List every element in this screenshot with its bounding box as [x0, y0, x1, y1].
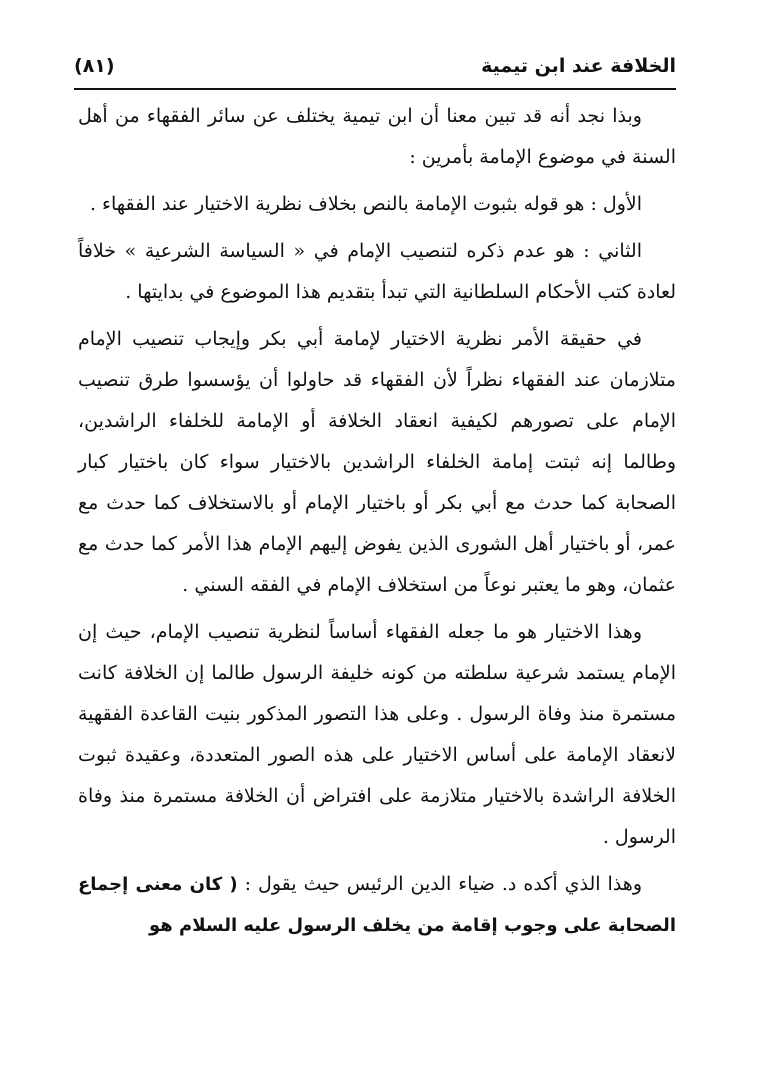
paragraph-with-quote	[78, 864, 676, 946]
paragraph: وهذا الاختيار هو ما جعله الفقهاء أساساً لنظرية تنصيب الإمام، حيث إن الإمام يستمد شرعية سلطته من كونه خليفة الرسول طالما إن الخلافة كانت مستمرة منذ وفاة الرسول . وعلى هذا التصور المذكور بنيت القاعدة الفقهية لانعقاد الإمامة على أساس الاختيار على هذه الصور المتعددة، وعقيدة ثبوت الخلافة الراشدة بالاختيار متلازمة على افتراض أن الخلافة مستمرة منذ وفاة الرسول .	[78, 621, 676, 848]
paragraph: الثاني : هو عدم ذكره لتنصيب الإمام في « السياسة الشرعية » خلافاً لعادة كتب الأحكام السلطانية التي تبدأ بتقديم هذا الموضوع في بدايتها .	[78, 240, 676, 303]
paragraph: في حقيقة الأمر نظرية الاختيار لإمامة أبي بكر وإيجاب تنصيب الإمام متلازمان عند الفقهاء نظراً لأن الفقهاء قد حاولوا أن يؤسسوا طرق تنصيب الإمام على تصورهم لكيفية انعقاد الخلافة أو الإمامة للخلفاء الراشدين، وطالما إنه ثبتت إمامة الخلفاء الراشدين بالاختيار سواء كان باختيار كبار الصحابة كما حدث مع أبي بكر أو باختيار الإمام أو بالاستخلاف كما حدث مع عمر، أو باختيار أهل الشورى الذين يفوض إليهم الإمام هذا الأمر كما حدث مع عثمان، وهو ما يعتبر نوعاً من استخلاف الإمام في الفقه السني .	[78, 328, 676, 596]
running-title: الخلافة عند ابن تيمية	[481, 55, 676, 77]
page-number: (٨١)	[74, 55, 115, 77]
paragraph: وبذا نجد أنه قد تبين معنا أن ابن تيمية يختلف عن سائر الفقهاء من أهل السنة في موضوع الإمامة بأمرين :	[78, 105, 676, 168]
quotation: ( كان معنى إجماع الصحابة على وجوب إقامة من يخلف الرسول عليه السلام هو	[78, 874, 676, 936]
page-header	[74, 46, 676, 86]
header-rule	[74, 88, 676, 90]
quote-lead: وهذا الذي أكده د. ضياء الدين الرئيس حيث يقول :	[237, 873, 642, 895]
body-text	[78, 96, 676, 946]
paragraph: الأول : هو قوله بثبوت الإمامة بالنص بخلاف نظرية الاختيار عند الفقهاء .	[89, 193, 642, 215]
